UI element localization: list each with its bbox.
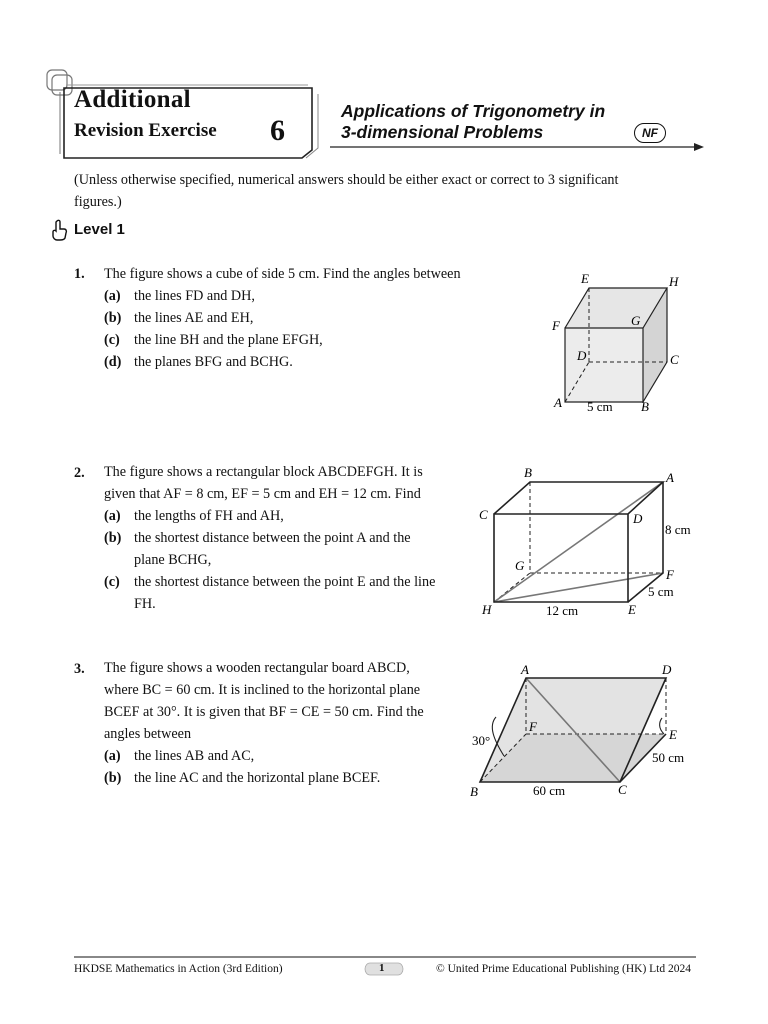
q2b-label: (b) <box>104 530 122 546</box>
cube-label-d: D <box>577 348 587 363</box>
q3-stem-2: where BC = 60 cm. It is inclined to the horizontal plane <box>104 682 421 698</box>
topic-arrow <box>330 140 710 154</box>
q3b-label: (b) <box>104 770 122 786</box>
q1c-text: the line BH and the plane EFGH, <box>134 332 323 348</box>
q3-stem-4: angles between <box>104 726 192 742</box>
figure-rectangular-block <box>470 464 710 624</box>
q2c-text-2: FH. <box>134 596 156 612</box>
q1c-label: (c) <box>104 332 120 348</box>
q2c-label: (c) <box>104 574 120 590</box>
footer-book-title: HKDSE Mathematics in Action (3rd Edition) <box>74 963 283 975</box>
block-label-b: B <box>524 465 532 480</box>
block-label-f: F <box>666 567 674 582</box>
topic-line-2: 3-dimensional Problems <box>341 122 544 142</box>
q3-number: 3. <box>74 661 85 677</box>
block-label-a: A <box>666 470 674 485</box>
title-revision-exercise: Revision Exercise <box>74 120 217 141</box>
block-dim-5cm: 5 cm <box>648 584 674 599</box>
q3a-label: (a) <box>104 748 121 764</box>
cube-side-label: 5 cm <box>587 399 613 414</box>
q2c-text-1: the shortest distance between the point E and the line <box>134 574 436 590</box>
level-heading: Level 1 <box>74 221 125 238</box>
q2-number: 2. <box>74 465 85 481</box>
block-label-d: D <box>633 511 643 526</box>
q1-number: 1. <box>74 266 85 282</box>
q1-stem: The figure shows a cube of side 5 cm. Find the angles between <box>104 266 461 282</box>
cube-label-f: F <box>552 318 560 333</box>
q2b-text-2: plane BCHG, <box>134 552 212 568</box>
q1b-label: (b) <box>104 310 122 326</box>
block-dim-8cm: 8 cm <box>665 522 691 537</box>
q3a-text: the lines AB and AC, <box>134 748 255 764</box>
q1a-label: (a) <box>104 288 121 304</box>
cube-label-a: A <box>554 395 562 410</box>
cube-label-c: C <box>670 352 679 367</box>
board-dim-60cm: 60 cm <box>533 783 566 798</box>
q3b-text: the line AC and the horizontal plane BCEF. <box>134 770 381 786</box>
page-number: 1 <box>379 962 385 974</box>
q2b-text-1: the shortest distance between the point A and the <box>134 530 411 546</box>
q1d-label: (d) <box>104 354 122 370</box>
instructions-line-2: figures.) <box>74 194 122 210</box>
cube-label-h: H <box>669 274 679 289</box>
board-label-c: C <box>618 782 627 797</box>
footer-rule <box>74 955 696 961</box>
q2-stem-1: The figure shows a rectangular block ABCDEFGH. It is <box>104 464 423 480</box>
q3-stem-3: BCEF at 30°. It is given that BF = CE = 50 cm. Find the <box>104 704 424 720</box>
exercise-number: 6 <box>270 114 285 147</box>
board-label-b: B <box>470 784 478 799</box>
nf-badge: NF <box>634 123 666 143</box>
block-label-e: E <box>628 602 636 617</box>
cube-label-e: E <box>581 271 589 286</box>
q2a-text: the lengths of FH and AH, <box>134 508 284 524</box>
pointing-hand-icon <box>50 219 68 241</box>
block-label-g: G <box>515 558 525 573</box>
figure-cube <box>545 268 695 418</box>
q1d-text: the planes BFG and BCHG. <box>134 354 293 370</box>
instructions-line-1: (Unless otherwise specified, numerical answers should be either exact or correct to 3 significant <box>74 172 619 188</box>
title-additional: Additional <box>74 86 191 113</box>
q2-stem-2: given that AF = 8 cm, EF = 5 cm and EH = 12 cm. Find <box>104 486 421 502</box>
block-dim-12cm: 12 cm <box>546 603 579 618</box>
q1a-text: the lines FD and DH, <box>134 288 255 304</box>
topic-line-1: Applications of Trigonometry in <box>341 101 606 121</box>
block-label-h: H <box>482 602 492 617</box>
footer-copyright: © United Prime Educational Publishing (HK) Ltd 2024 <box>436 963 691 975</box>
figure-inclined-board <box>466 660 706 800</box>
board-label-f: F <box>529 719 537 734</box>
q3-stem-1: The figure shows a wooden rectangular board ABCD, <box>104 660 410 676</box>
q1b-text: the lines AE and EH, <box>134 310 254 326</box>
board-label-e: E <box>669 727 677 742</box>
board-dim-50cm: 50 cm <box>652 750 685 765</box>
board-label-d: D <box>662 662 672 677</box>
cube-label-b: B <box>641 399 649 414</box>
q2a-label: (a) <box>104 508 121 524</box>
board-angle-label: 30° <box>472 733 491 748</box>
board-label-a: A <box>521 662 529 677</box>
block-label-c: C <box>479 507 488 522</box>
cube-label-g: G <box>631 313 641 328</box>
